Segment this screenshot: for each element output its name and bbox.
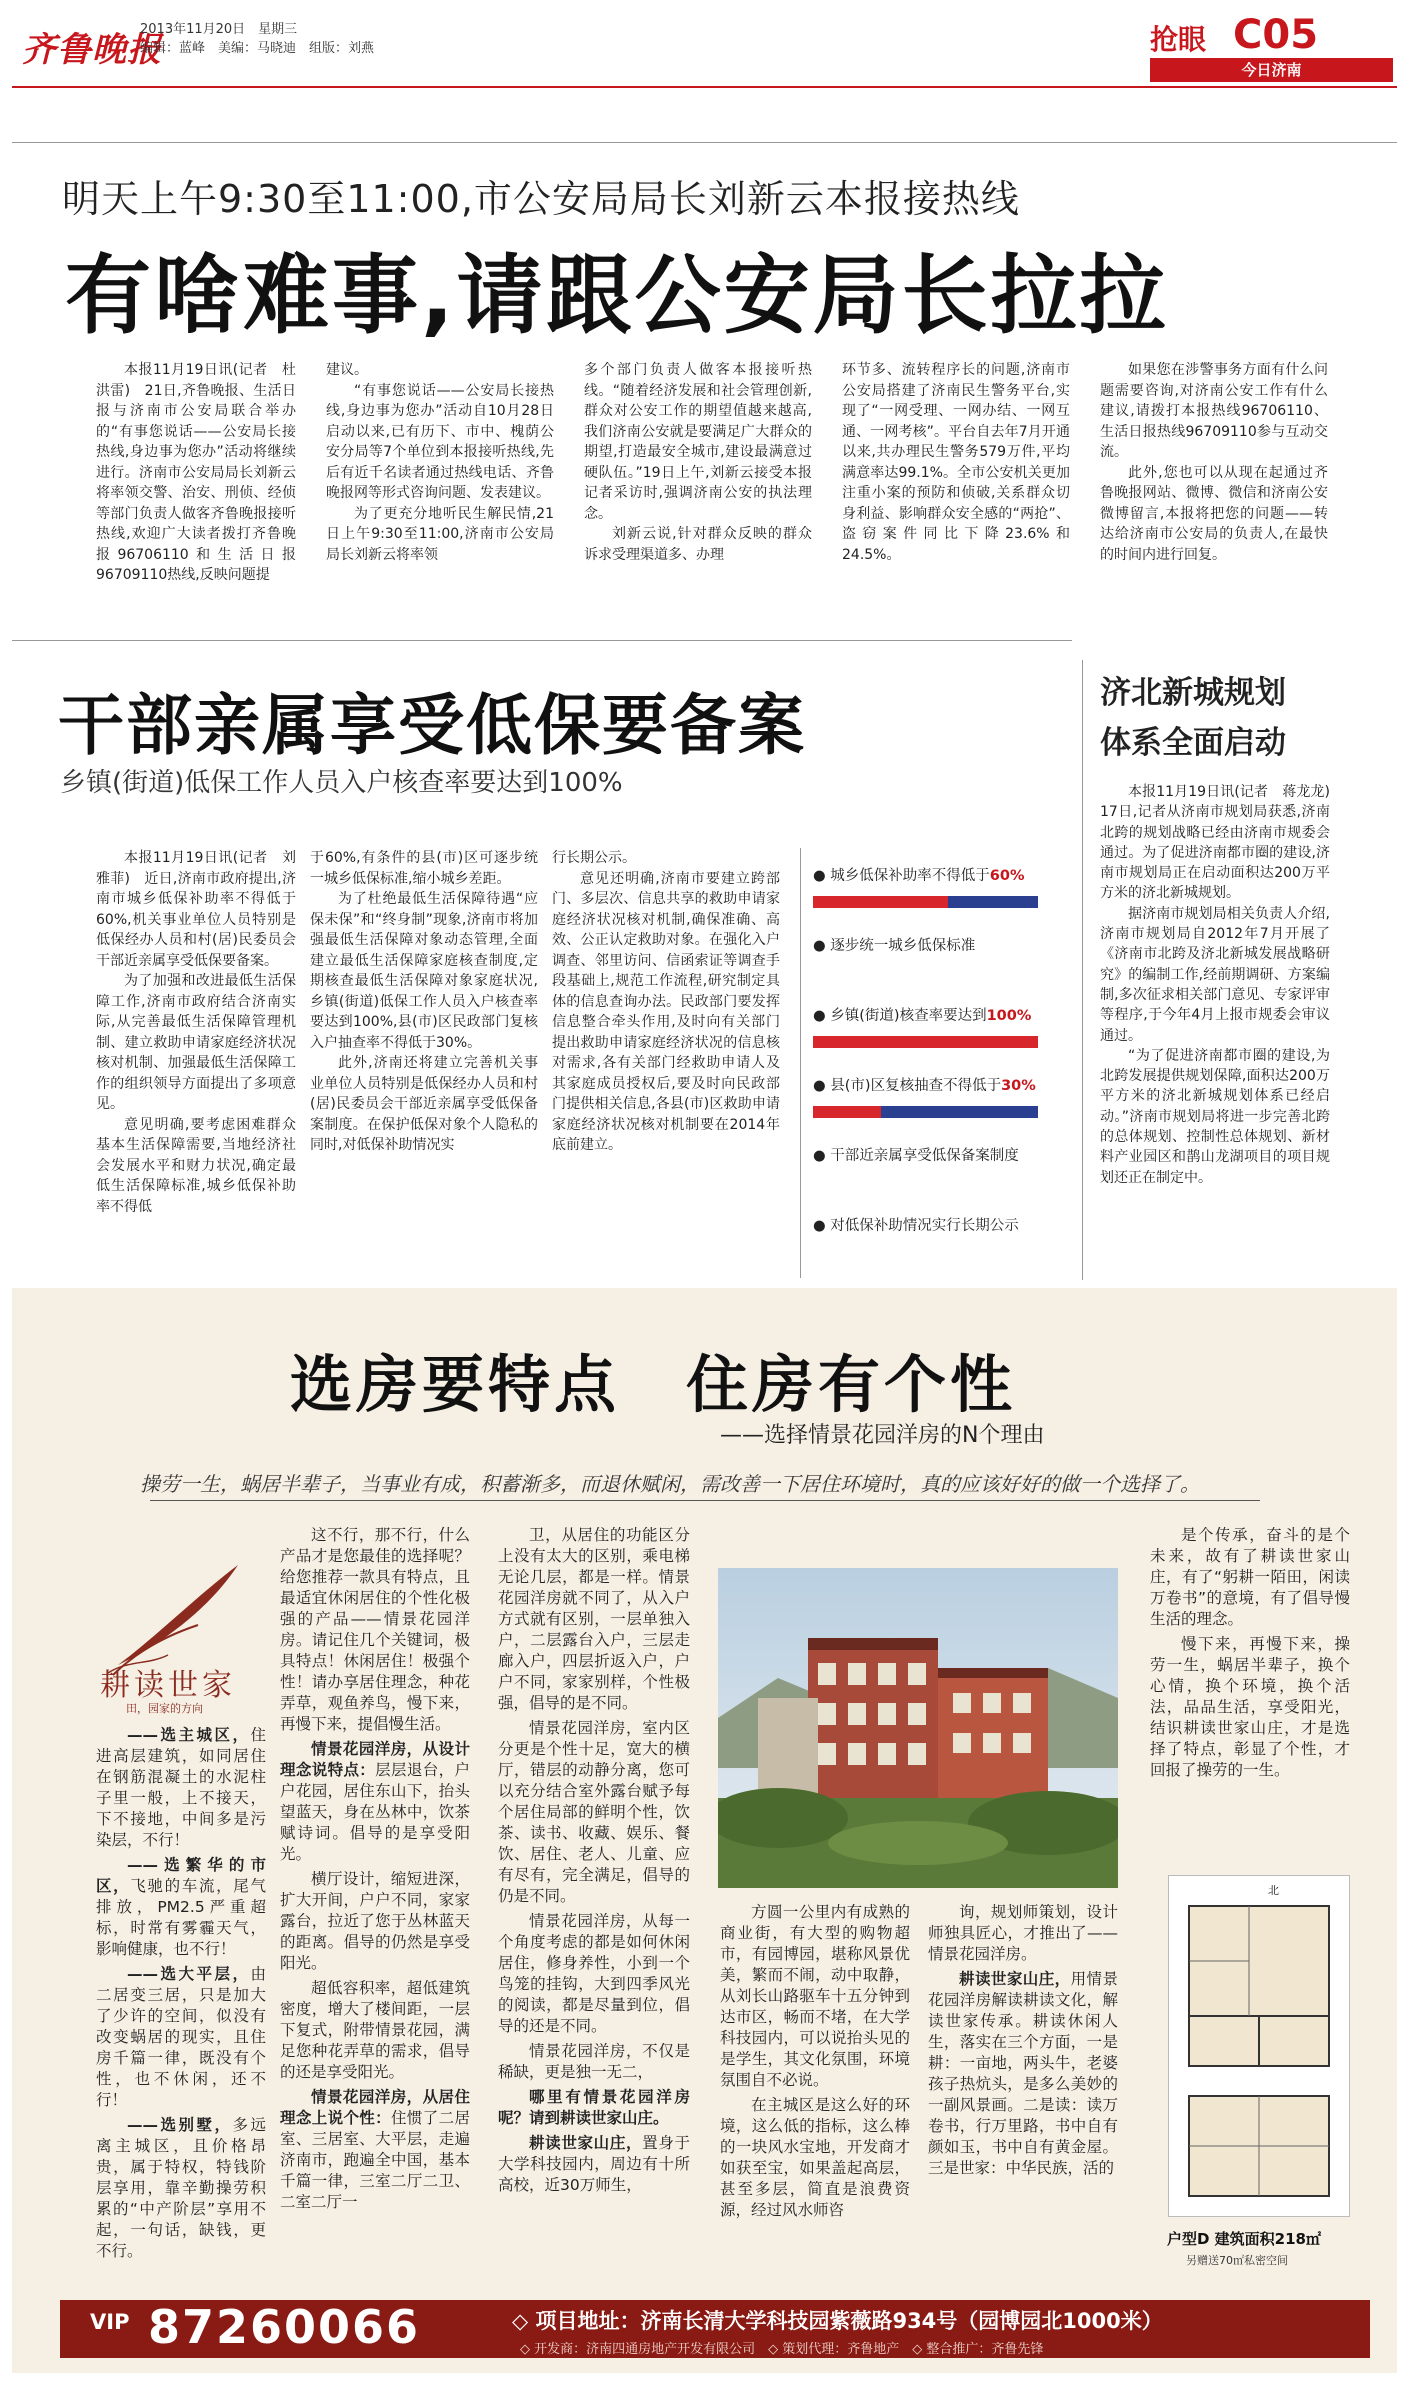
story1-kicker: 明天上午9:30至11:00,市公安局局长刘新云本报接热线	[62, 177, 1020, 221]
fact-highlight: 30%	[1001, 1078, 1036, 1094]
story2-subhead: 乡镇(街道)低保工作人员入户核查率要达到100%	[60, 768, 623, 798]
fact-bar-fill	[813, 1106, 881, 1118]
ad-column-3	[498, 1525, 690, 2200]
ad-column-6	[1150, 1525, 1350, 1785]
fact-text: 干部近亲属享受低保备案制度	[830, 1148, 1019, 1164]
story2-headline: 干部亲属享受低保要备案	[58, 687, 806, 764]
paragraph: 于60%,有条件的县(市)区可逐步统一城乡低保标准,缩小城乡差距。	[310, 850, 538, 887]
ad-column-5	[928, 1902, 1118, 2183]
ad-paragraph	[498, 1525, 690, 1714]
ad-paragraph	[720, 2095, 910, 2221]
ad-paragraph	[1150, 1634, 1350, 1781]
fact-text: 城乡低保补助率不得低于	[830, 868, 990, 884]
ad-paragraph-text: 这不行，那不行，什么产品才是您最佳的选择呢？给您推荐一款具有特点，且最适宜休闲居住的个性化极强的产品——情景花园洋房。请记住几个关键词，极具特点！休闲居住！极强个性！请办享居住理念，种花弄草，观鱼养鸟，慢下来，再慢下来，提倡慢生活。	[280, 1526, 470, 1733]
vip-label: VIP	[90, 2310, 130, 2334]
ad-paragraph-lead: ——选别墅，	[127, 2116, 233, 2134]
ad-paragraph-text: 住进高层建筑，如同居住在钢筋混凝土的水泥柱子里一般，上不接天，下不接地，中间多是污染层，不行！	[96, 1726, 266, 1849]
paragraph: 建议。	[326, 362, 368, 378]
paragraph: 本报11月19日讯(记者 杜洪雷) 21日,齐鲁晚报、生活日报与济南市公安局联合举办的“有事您说话——公安局长接热线,身边事为您办”活动将继续进行。济南市公安局局长刘新云将率领交警、治安、刑侦、经侦等部门负责人做客齐鲁晚报接听热线,欢迎广大读者拨打齐鲁晚报96706110和生活日报96709110热线,反映问题提	[96, 362, 296, 583]
compass-north-label: 北	[1268, 1884, 1279, 1897]
paragraph: 多个部门负责人做客本报接听热线。“随着经济发展和社会管理创新,群众对公安工作的期望值越来越高,我们济南公安就是要满足广大群众的期望,打造最安全城市,建设最满意过硬队伍。”19日上午,刘新云接受本报记者采访时,强调济南公安的执法理念。	[584, 362, 812, 522]
policy-fact	[813, 1074, 1036, 1095]
ad-paragraph-lead: 哪里有情景花园洋房呢？请到耕读世家山庄。	[498, 2088, 690, 2127]
story1-headline: 有啥难事,请跟公安局长拉拉	[65, 246, 1169, 346]
ad-paragraph-text: 询，规划师策划，设计师独具匠心，才推出了——情景花园洋房。	[928, 1903, 1118, 1963]
policy-fact	[813, 1144, 1019, 1165]
sidebar-body	[1100, 782, 1344, 1188]
garden-villa-photo	[718, 1568, 1118, 1888]
ad-paragraph-lead: ——选主城区，	[127, 1726, 251, 1744]
paragraph: 为了杜绝最低生活保障待遇“应保未保”和“终身制”现象,济南市将加强最低生活保障对象动态管理,全面建立最低生活保障家庭核查制度,定期核查最低生活保障对象家庭状况,乡镇(街道)低保工作人员入户核查率要达到100%,县(市)区民政部门复核入户抽查率不得低于30%。	[310, 891, 538, 1051]
ad-paragraph	[96, 1855, 266, 1960]
ad-paragraph-text: 多远离主城区，且价格昂贵，属于特权，特钱阶层享用，靠辛勤操劳积累的“中产阶层”享用不起，一句话，缺钱，更不行。	[96, 2116, 266, 2260]
ad-paragraph-lead: ——选繁华的市区，	[96, 1856, 266, 1895]
brand-slogan: 田，园家的方向	[126, 1702, 203, 1715]
ad-paragraph	[498, 1718, 690, 1907]
ad-paragraph-text: 慢下来，再慢下来，操劳一生，蜗居半辈子，换个心情，换个环境，换个活法，品品生活，享受阳光，结识耕读世家山庄，才是选择了特点，彰显了个性，才回报了操劳的一生。	[1150, 1635, 1350, 1779]
fact-text: 对低保补助情况实行长期公示	[830, 1218, 1019, 1234]
ad-paragraph-text: 飞驰的车流，尾气排放，PM2.5严重超标，时常有雾霾天气，影响健康，也不行！	[96, 1877, 266, 1958]
policy-fact	[813, 1214, 1019, 1235]
ad-paragraph-lead: 情景花园洋房，从设计理念说特点：	[280, 1740, 470, 1779]
story1-column-4	[842, 360, 1070, 565]
ad-paragraph-text: 层层退台，户户花园，居住东山下，抬头望蓝天，身在丛林中，饮茶赋诗词。倡导的是享受阳光。	[280, 1761, 470, 1863]
fact-bar-fill	[813, 896, 948, 908]
section-name: 抢眼	[1150, 23, 1207, 56]
paragraph: 如果您在涉警事务方面有什么问题需要咨询,对济南公安工作有什么建议,请拨打本报热线96706110、生活日报热线96709110参与互动交流。	[1100, 362, 1328, 460]
ad-paragraph-lead: ——选大平层，	[127, 1965, 251, 1983]
paragraph: 此外,济南还将建立完善机关事业单位人员特别是低保经办人员和村(居)民委员会干部近亲属享受低保备案制度。在保护低保对象个人隐私的同时,对低保补助情况实	[310, 1055, 538, 1153]
story2-column-1	[96, 848, 296, 1217]
ad-paragraph	[498, 1911, 690, 2037]
story1-column-3	[584, 360, 812, 565]
sidebar-headline-line2: 体系全面启动	[1100, 725, 1286, 761]
ad-paragraph	[96, 2115, 266, 2262]
page-header	[0, 0, 1409, 80]
ad-paragraph	[498, 2087, 690, 2129]
ad-paragraph	[280, 1978, 470, 2083]
story1-column-5	[1100, 360, 1328, 565]
fact-text: 县(市)区复核抽查不得低于	[830, 1078, 1002, 1094]
ad-paragraph	[498, 2041, 690, 2083]
paragraph: 意见还明确,济南市要建立跨部门、多层次、信息共享的救助申请家庭经济状况核对机制,确保准确、高效、公正认定救助对象。在强化入户调查、邻里访问、信函索证等调查手段基础上,规范工作流程,研究制定具体的信息查询办法。民政部门要发挥信息整合牵头作用,及时向有关部门提出救助申请家庭经济状况的信息核对需求,各有关部门经救助申请人及其家庭成员授权后,要及时向民政部门提供相关信息,各县(市)区救助申请家庭经济状况核对机制要在2014年底前建立。	[552, 870, 780, 1153]
ad-paragraph-text: 情景花园洋房，从每一个角度考虑的都是如何休闲居住，修身养性，小到一个鸟笼的挂钩，大到四季风光的阅读，都是尽量到位，倡导的还是不同。	[498, 1912, 690, 2035]
fact-text: 乡镇(街道)核查率要达到	[830, 1008, 987, 1024]
ad-paragraph-text: 用情景花园洋房解读耕读文化，解读世家传承。耕读休闲人生，落实在三个方面，一是耕：一亩地，两头牛，老婆孩子热炕头，是多么美妙的一副风景画。二是读：读万卷书，行万里路，书中自有颜如玉，书中自有黄金屋。三是世家：中华民族，活的	[928, 1970, 1118, 2177]
story2-column-3	[552, 848, 780, 1156]
ad-tagline: 操劳一生，蜗居半辈子，当事业有成，积蓄渐多，而退休赋闲，需改善一下居住环境时，真的应该好好的做一个选择了。	[140, 1472, 1200, 1496]
project-address: ◇ 项目地址：济南长清大学科技园紫薇路934号（园博园北1000米）	[512, 2309, 1163, 2333]
story1-column-1	[96, 360, 296, 586]
policy-fact	[813, 934, 975, 955]
sidebar-divider	[1082, 660, 1083, 1280]
ad-paragraph	[1150, 1525, 1350, 1630]
fact-bar-fill	[813, 1036, 1038, 1048]
ad-paragraph	[928, 1969, 1118, 2179]
ad-paragraph-text: 置身于大学科技园内，周边有十所高校，近30万师生，	[498, 2134, 690, 2194]
ad-paragraph-text: 超低容积率，超低建筑密度，增大了楼间距，一层下复式，附带情景花园，满足您种花弄草的需求，倡导的还是享受阳光。	[280, 1979, 470, 2081]
ad-paragraph	[96, 1964, 266, 2111]
paragraph: “有事您说话——公安局长接热线,身边事为您办”活动自10月28日启动以来,已有历下、市中、槐荫公安分局等7个单位到本报接听热线,先后有近千名读者通过热线电话、齐鲁晚报网等形式咨询问题、发表建议。	[326, 382, 554, 501]
floor-plan-diagram	[1168, 1875, 1350, 2217]
story-divider	[12, 640, 1072, 641]
ad-paragraph	[96, 1725, 266, 1851]
sidebar-headline	[1100, 668, 1286, 768]
ad-paragraph-lead: 耕读世家山庄，	[959, 1970, 1071, 1988]
bullet-icon: ●	[813, 938, 831, 954]
ad-paragraph-text: 情景花园洋房，室内区分更是个性十足，宽大的横厅，错层的动静分离，您可以充分结合室外露台赋予每个居住局部的鲜明个性，饮茶、读书、收藏、娱乐、餐饮、居住、老人、儿童、应有尽有，完全满足，倡导的仍是不同。	[498, 1719, 690, 1905]
brand-name: 耕读世家	[100, 1668, 236, 1703]
ad-column-2	[280, 1525, 470, 2217]
paragraph: 环节多、流转程序长的问题,济南市公安局搭建了济南民生警务平台,实现了“一网受理、一网办结、一网互通、一网考核”。平台自去年7月开通以来,共办理民生警务579万件,平均满意率达99.1%。全市公安机关更加注重小案的预防和侦破,关系群众切身利益、影响群众安全感的“两抢”、盗窃案件同比下降23.6%和24.5%。	[842, 362, 1070, 563]
paragraph: 行长期公示。	[552, 850, 636, 866]
ad-paragraph-text: 方圆一公里内有成熟的商业街，有大型的购物超市，有园博园，堪称风景优美，繁而不闹，动中取静，从刘长山路驱车十五分钟到达市区，畅而不堵，在大学科技园内，可以说抬头见的是学生，其文化氛围，环境氛围自不必说。	[720, 1903, 910, 2089]
ad-paragraph-text: 在主城区是这么好的环境，这么低的指标，这么棒的一块风水宝地，开发商才如获至宝，如果盖起高层，甚至多层，简直是浪费资源，经过风水师咨	[720, 2096, 910, 2219]
ad-paragraph-text: 住惯了二居室、三居室、大平层，走遍济南市，跑遍全中国，基本千篇一律，三室二厅二卫、二室二厅一	[280, 2109, 470, 2211]
issue-info	[140, 20, 374, 58]
bullet-icon: ●	[813, 1148, 831, 1164]
page-number: C05	[1233, 12, 1319, 58]
paragraph: 为了加强和改进最低生活保障工作,济南市政府结合济南实际,从完善最低生活保障管理机制、建立救助申请家庭经济状况核对机制、加强最低生活保障工作的组织领导方面提出了多项意见。	[96, 973, 296, 1112]
paragraph: 此外,您也可以从现在起通过齐鲁晚报网站、微博、微信和济南公安微博留言,本报将把您的问题——转达给济南市公安局的负责人,在最快的时间内进行回复。	[1100, 464, 1328, 563]
ad-rule	[150, 1500, 1260, 1501]
developer-credits: ◇ 开发商：济南四通房地产开发有限公司 ◇ 策划代理：齐鲁地产 ◇ 整合推广：齐鲁先锋	[520, 2342, 1044, 2357]
bullet-icon: ●	[813, 868, 831, 884]
header-rule	[12, 86, 1397, 88]
paragraph: “为了促进济南都市圈的建设,为北跨发展提供规划保障,面积达200万平方米的济北新城规划体系已经启动。”济南市规划局将进一步完善北跨的总体规划、控制性总体规划、新材料产业园区和鹊山龙湖项目的项目规划还正在制定中。	[1100, 1047, 1330, 1186]
newspaper-logo: 齐鲁晚报	[22, 30, 162, 70]
ad-paragraph	[928, 1902, 1118, 1965]
ad-column-4	[720, 1902, 910, 2225]
policy-fact	[813, 864, 1024, 885]
issue-editors: 编辑：蓝峰 美编：马晓迪 组版：刘燕	[140, 41, 375, 56]
ad-paragraph-text: 是个传承，奋斗的是个未来，故有了耕读世家山庄，有了“躬耕一陌田，闲读万卷书”的意境，有了倡导慢生活的理念。	[1150, 1526, 1350, 1628]
fact-text: 逐步统一城乡低保标准	[830, 938, 976, 954]
issue-date: 2013年11月20日 星期三	[140, 22, 298, 37]
ad-title: 选房要特点 住房有个性	[290, 1348, 1017, 1421]
bullet-icon: ●	[813, 1078, 831, 1094]
paragraph: 本报11月19日讯(记者 刘雅菲) 近日,济南市政府提出,济南市城乡低保补助率不得低于60%,机关事业单位人员特别是低保经办人员和村(居)民委员会干部近亲属享受低保要备案。	[96, 850, 296, 969]
ad-paragraph	[280, 1739, 470, 1865]
ad-paragraph-lead: 耕读世家山庄，	[529, 2134, 643, 2152]
paragraph: 据济南市规划局相关负责人介绍,济南市规划局自2012年7月开展了《济南市北跨及济北新城发展战略研究》的编制工作,经前期调研、方案编制,多次征求相关部门意见、专家评审等程序,于今年4月上报市规委会审议通过。	[1100, 905, 1330, 1044]
ad-subtitle: ——选择情景花园洋房的N个理由	[720, 1423, 1045, 1448]
paragraph: 本报11月19日讯(记者 蒋龙龙) 17日,记者从济南市规划局获悉,济南北跨的规划战略已经由济南市规委会通过。为了促进济南都市圈的建设,济南市规划局正在启动面积达200万平方米的济北新城规划。	[1100, 784, 1344, 902]
bullet-icon: ●	[813, 1008, 831, 1024]
sidebar-headline-line1: 济北新城规划	[1100, 675, 1286, 711]
section-band: 今日济南	[1150, 58, 1393, 82]
paragraph: 为了更充分地听民生解民情,21日上午9:30至11:00,济南市公安局局长刘新云将率领	[326, 505, 554, 563]
ad-paragraph-text: 横厅设计，缩短进深，扩大开间，户户不同，家家露台，拉近了您于丛林蓝天的距离。倡导的仍然是享受阳光。	[280, 1870, 470, 1972]
ad-paragraph-text: 情景花园洋房，不仅是稀缺，更是独一无二，	[498, 2042, 690, 2081]
paragraph: 意见明确,要考虑困难群众基本生活保障需要,当地经济社会发展水平和财力状况,确定最低生活保障标准,城乡低保补助率不得低	[96, 1116, 296, 1215]
floor-plan-bonus: 另赠送70㎡私密空间	[1186, 2254, 1288, 2267]
story1-top-rule	[12, 142, 1397, 143]
ad-paragraph-text: 由二居变三居，只是加大了少许的空间，似没有改变蜗居的现实，且住房千篇一律，既没有个性，也不休闲，还不行！	[96, 1965, 266, 2109]
ad-paragraph-lead: 情景花园洋房，从居住理念上说个性：	[280, 2088, 470, 2127]
bullet-icon: ●	[813, 1218, 831, 1234]
policy-facts-box	[800, 848, 1051, 1278]
ad-paragraph	[280, 1525, 470, 1735]
sales-phone: 87260066	[148, 2300, 421, 2354]
ad-paragraph	[498, 2133, 690, 2196]
fact-highlight: 100%	[986, 1008, 1032, 1024]
ad-paragraph	[280, 2087, 470, 2213]
story2-column-2	[310, 848, 538, 1156]
ad-paragraph-text: 卫，从居住的功能区分上没有太大的区别，乘电梯无论几层，都是一样。情景花园洋房就不同了，从入户方式就有区别，一层单独入户，二层露台入户，三层走廊入户，四层折返入户，户户不同，家家别样，个性极强，倡导的是不同。	[498, 1526, 690, 1712]
floor-plan-caption: 户型D 建筑面积218㎡	[1167, 2230, 1321, 2248]
ad-column-1	[96, 1725, 266, 2266]
ad-paragraph	[280, 1869, 470, 1974]
story1-column-2	[326, 360, 554, 565]
ad-paragraph	[720, 1902, 910, 2091]
paragraph: 刘新云说,针对群众反映的群众诉求受理渠道多、办理	[584, 526, 812, 563]
policy-fact	[813, 1004, 1031, 1025]
fact-highlight: 60%	[989, 868, 1025, 884]
